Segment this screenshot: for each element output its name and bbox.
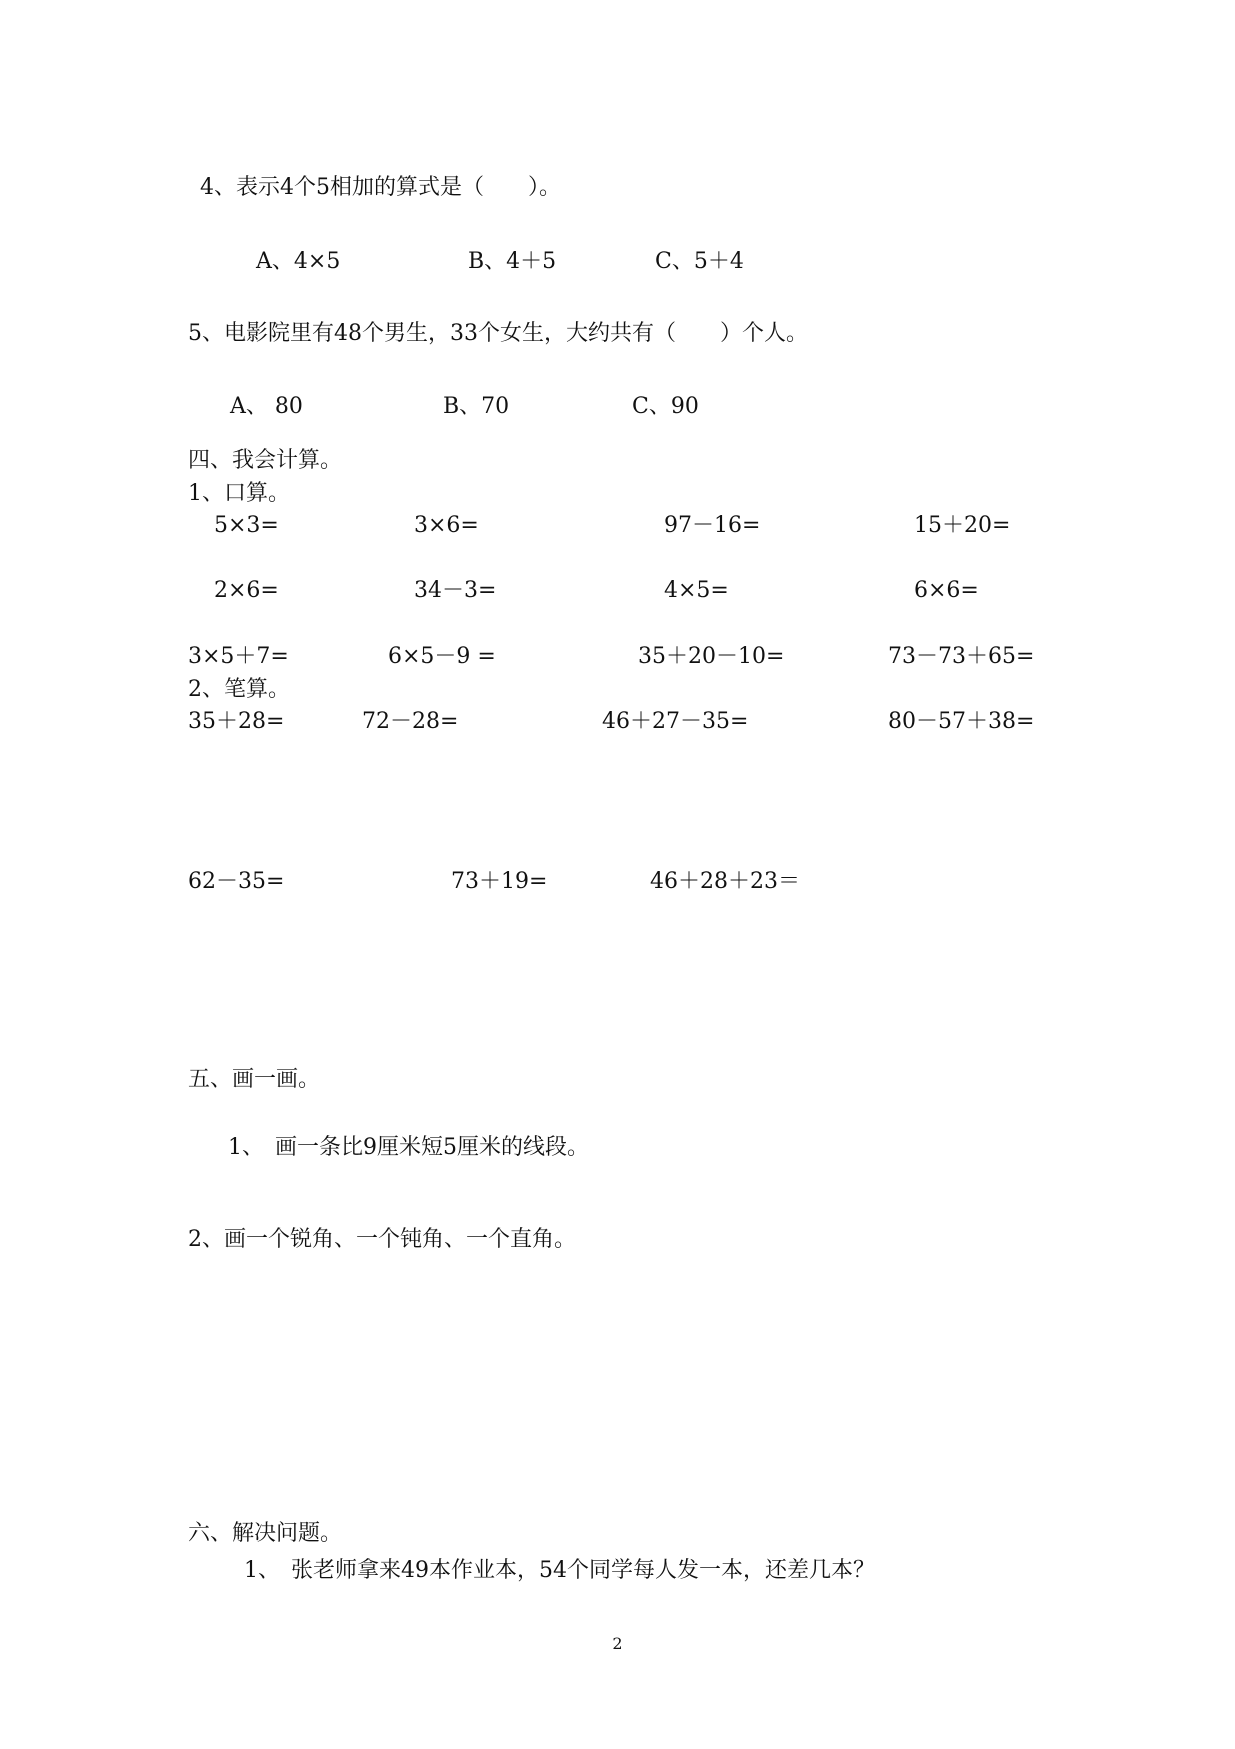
written-calc-item: 62－35= — [188, 869, 285, 894]
drawing-task: 2、画一个锐角、一个钝角、一个直角。 — [188, 1227, 576, 1252]
question-5-stem: 5、电影院里有48个男生，33个女生，大约共有（ ）个人。 — [188, 321, 808, 346]
oral-calc-title: 1、口算。 — [188, 481, 290, 506]
question-4-stem: 4、表示4个5相加的算式是（ ）。 — [200, 175, 561, 200]
drawing-task: 1、 画一条比9厘米短5厘米的线段。 — [228, 1135, 589, 1160]
question-4-option-b: B、4＋5 — [468, 249, 557, 274]
oral-calc-item: 3×6= — [414, 513, 479, 538]
question-5-option-a: A、 80 — [230, 394, 303, 419]
word-problem: 1、 张老师拿来49本作业本，54个同学每人发一本，还差几本？ — [244, 1558, 875, 1583]
section-6-title: 六、解决问题。 — [188, 1521, 343, 1546]
oral-calc-item: 34－3= — [414, 578, 497, 603]
section-4-title: 四、我会计算。 — [188, 448, 343, 473]
page-number: 2 — [612, 1634, 623, 1653]
oral-calc-item: 5×3= — [214, 513, 279, 538]
oral-calc-item: 6×6= — [914, 578, 979, 603]
written-calc-item: 46＋27－35= — [602, 709, 749, 734]
oral-calc-item: 2×6= — [214, 578, 279, 603]
question-5-option-c: C、90 — [632, 394, 699, 419]
written-calc-item: 72－28= — [362, 709, 459, 734]
oral-calc-item: 97－16= — [664, 513, 761, 538]
oral-calc-item: 3×5＋7= — [188, 644, 289, 669]
oral-calc-item: 4×5= — [664, 578, 729, 603]
oral-calc-item: 35＋20－10= — [638, 644, 785, 669]
oral-calc-item: 6×5－9 = — [388, 644, 496, 669]
written-calc-item: 73＋19= — [451, 869, 548, 894]
question-5-option-b: B、70 — [443, 394, 510, 419]
written-calc-title: 2、笔算。 — [188, 677, 290, 702]
section-5-title: 五、画一画。 — [188, 1067, 321, 1092]
oral-calc-item: 15＋20= — [914, 513, 1011, 538]
question-4-option-a: A、4×5 — [256, 249, 341, 274]
written-calc-item: 80－57＋38= — [888, 709, 1035, 734]
question-4-option-c: C、5＋4 — [655, 249, 744, 274]
oral-calc-item: 73－73＋65= — [888, 644, 1035, 669]
written-calc-item: 35＋28= — [188, 709, 285, 734]
written-calc-item: 46＋28＋23＝ — [650, 869, 800, 894]
